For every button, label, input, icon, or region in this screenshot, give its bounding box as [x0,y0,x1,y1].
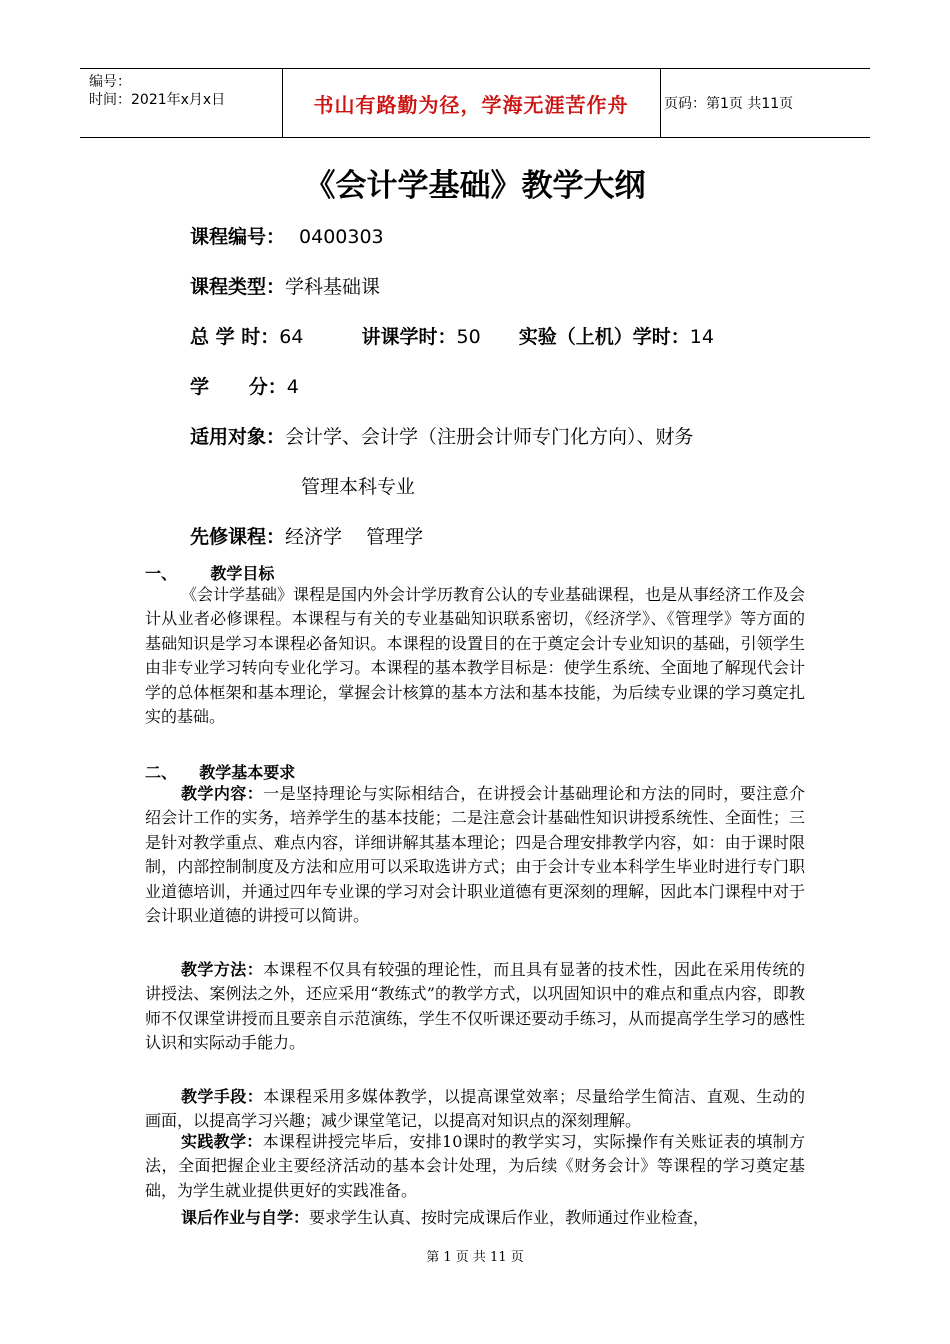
paragraph-text: 要求学生认真、按时完成课后作业，教师通过作业检查， [309,1208,710,1227]
section-heading: 一、 教学目标 [145,564,275,583]
info-course-type [190,272,380,299]
info-hours [190,322,714,349]
info-value: 50 [456,326,481,348]
info-label: 先修课程： [190,526,286,548]
info-label: 适用对象： [190,426,286,448]
paragraph-text: 一是坚持理论与实际相结合，在讲授会计基础理论和方法的同时，要注意介绍会计工作的实务，培养学生的基本技能；二是注意会计基础性知识讲授系统性、全面性；三是针对教学重点、难点内容，详细讲解其基本理论；四是合理安排教学内容，如：由于课时限制，内部控制制度及方法和应用可以采取选讲方式；由于会计专业本科学生毕业时进行专门职业道德培训，并通过四年专业课的学习对会计职业道德有更深刻的理解，因此本门课程中对于会计职业道德的讲授可以简讲。 [145,784,805,926]
header-page-info: 页码：第1页 共11页 [664,96,794,112]
section-heading: 二、 教学基本要求 [145,763,296,782]
info-value: 4 [286,376,299,398]
header-meta [89,73,225,109]
info-value: 管理本科专业 [301,476,416,498]
section-paragraph: 《会计学基础》课程是国内外会计学历教育公认的专业基础课程，也是从事经济工作及会计从业者必修课程。本课程与有关的专业基础知识联系密切，《经济学》、《管理学》等方面的基础知识是学习本课程必备知识。本课程的设置目的在于奠定会计专业知识的基础，引领学生由非专业学习转向专业化学习。本课程的基本教学目标是：使学生系统、全面地了解现代会计学的总体框架和基本理论，掌握会计核算的基本方法和基本技能，为后续专业课的学习奠定扎实的基础。 [145,585,806,727]
info-prerequisites [190,522,423,549]
paragraph-method [145,958,805,1056]
info-value: 学科基础课 [285,276,381,298]
paragraph-label: 实践教学： [181,1132,263,1151]
header-number: 编号： [89,74,131,90]
info-label: 课程编号： [190,226,286,248]
paragraph-means [145,1085,805,1134]
page-header [80,68,870,138]
page-footer: 第 1 页 共 11 页 [426,1250,524,1265]
paragraph-text: 本课程采用多媒体教学，以提高课堂效率；尽量给学生简洁、直观、生动的画面，以提高学习兴趣；减少课堂笔记，以提高对知识点的深刻理解。 [145,1087,805,1131]
info-value: 会计学、会计学（注册会计师专门化方向）、财务 [285,426,694,448]
info-target [190,422,694,449]
document-title: 《会计学基础》教学大纲 [304,168,646,204]
paragraph-label: 教学方法： [181,960,264,979]
info-value: 64 [279,326,304,348]
info-value: 0400303 [299,226,384,248]
info-course-code [190,222,384,249]
info-target-continued [301,472,415,499]
header-time: 时间：2021年x月x日 [89,92,226,108]
info-credit [190,372,299,399]
paragraph-homework [145,1206,805,1230]
paragraph-content [145,782,805,928]
info-label: 讲课学时： [361,326,457,348]
header-divider [660,69,661,137]
info-label: 总 学 时： [190,326,280,348]
info-label: 实验（上机）学时： [518,326,690,348]
info-value: 14 [689,326,714,348]
paragraph-practice [145,1130,805,1203]
paragraph-label: 课后作业与自学： [181,1208,310,1227]
paragraph-text: 本课程不仅具有较强的理论性，而且具有显著的技术性，因此在采用传统的讲授法、案例法之外，还应采用“教练式”的教学方式，以巩固知识中的难点和重点内容，即教师不仅课堂讲授而且要亲自示范演练，学生不仅听课还要动手练习，从而提高学生学习的感性认识和实际动手能力。 [145,960,805,1053]
info-value: 经济学 管理学 [285,526,424,548]
paragraph-label: 教学手段： [181,1087,264,1106]
paragraph-text: 本课程讲授完毕后，安排10课时的教学实习，实际操作有关账证表的填制方法，全面把握企业主要经济活动的基本会计处理，为后续《财务会计》等课程的学习奠定基础，为学生就业提供更好的实践准备。 [145,1132,805,1200]
paragraph-label: 教学内容： [181,784,264,803]
info-label: 学 分： [190,376,287,398]
info-label: 课程类型： [190,276,286,298]
header-motto: 书山有路勤为径，学海无涯苦作舟 [313,92,629,117]
